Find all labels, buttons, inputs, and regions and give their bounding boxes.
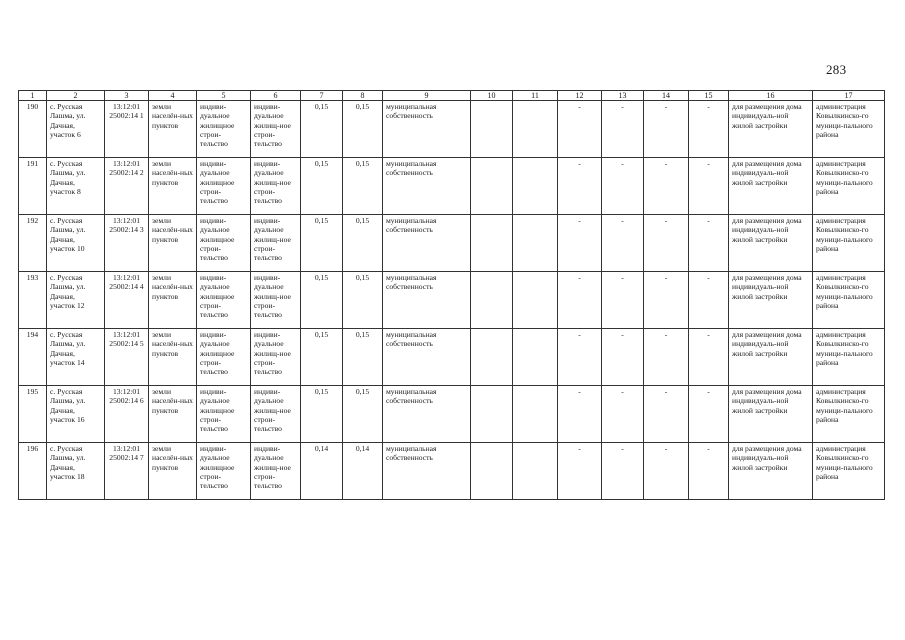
column-12-cell: - [558, 158, 602, 215]
area-total-cell: 0,15 [301, 329, 343, 386]
cadastral-number-cell: 13:12:01 25002:14 6 [105, 386, 149, 443]
ownership-cell: муниципальная собственность [383, 272, 471, 329]
column-13-cell: - [602, 386, 644, 443]
row-number: 193 [19, 272, 47, 329]
ownership-cell: муниципальная собственность [383, 215, 471, 272]
row-number: 196 [19, 443, 47, 500]
purpose-cell: для размещения дома индивидуаль-ной жилой застройки [729, 443, 813, 500]
land-category-cell: земли населён-ных пунктов [149, 272, 197, 329]
column-header: 9 [383, 91, 471, 101]
table-row [19, 272, 885, 329]
column-13-cell: - [602, 443, 644, 500]
column-14-cell: - [644, 443, 689, 500]
ownership-cell: муниципальная собственность [383, 443, 471, 500]
actual-use-cell: индиви-дуальное жилищ-ное строи-тельство [251, 101, 301, 158]
column-15-cell: - [689, 329, 729, 386]
area-used-cell: 0,15 [343, 101, 383, 158]
cadastral-number-cell: 13:12:01 25002:14 2 [105, 158, 149, 215]
ownership-cell: муниципальная собственность [383, 158, 471, 215]
column-14-cell: - [644, 272, 689, 329]
column-10-cell [471, 443, 513, 500]
land-category-cell: земли населён-ных пунктов [149, 101, 197, 158]
column-14-cell: - [644, 386, 689, 443]
area-total-cell: 0,15 [301, 215, 343, 272]
column-15-cell: - [689, 386, 729, 443]
cadastral-number-cell: 13:12:01 25002:14 4 [105, 272, 149, 329]
rights-holder-cell: администрация Ковылкинско-го муници-пального района [813, 329, 885, 386]
row-number: 190 [19, 101, 47, 158]
table-row [19, 443, 885, 500]
column-15-cell: - [689, 272, 729, 329]
area-total-cell: 0,15 [301, 272, 343, 329]
column-number-row [19, 91, 885, 101]
actual-use-cell: индиви-дуальное жилищ-ное строи-тельство [251, 386, 301, 443]
permitted-use-cell: индиви-дуальное жилищное строи-тельство [197, 329, 251, 386]
column-12-cell: - [558, 443, 602, 500]
column-14-cell: - [644, 215, 689, 272]
column-10-cell [471, 101, 513, 158]
cadastral-number-cell: 13:12:01 25002:14 3 [105, 215, 149, 272]
land-category-cell: земли населён-ных пунктов [149, 215, 197, 272]
area-used-cell: 0,15 [343, 386, 383, 443]
column-header: 2 [47, 91, 105, 101]
row-number: 195 [19, 386, 47, 443]
permitted-use-cell: индиви-дуальное жилищное строи-тельство [197, 215, 251, 272]
actual-use-cell: индиви-дуальное жилищ-ное строи-тельство [251, 443, 301, 500]
column-11-cell [513, 329, 558, 386]
column-12-cell: - [558, 272, 602, 329]
table-row [19, 386, 885, 443]
column-header: 11 [513, 91, 558, 101]
column-15-cell: - [689, 215, 729, 272]
area-total-cell: 0,14 [301, 443, 343, 500]
column-header: 5 [197, 91, 251, 101]
permitted-use-cell: индиви-дуальное жилищное строи-тельство [197, 158, 251, 215]
permitted-use-cell: индиви-дуальное жилищное строи-тельство [197, 101, 251, 158]
column-13-cell: - [602, 329, 644, 386]
address-cell: с. Русская Лашма, ул. Дачная, участок 18 [47, 443, 105, 500]
rights-holder-cell: администрация Ковылкинско-го муници-пального района [813, 386, 885, 443]
purpose-cell: для размещения дома индивидуаль-ной жилой застройки [729, 386, 813, 443]
area-used-cell: 0,15 [343, 329, 383, 386]
column-15-cell: - [689, 158, 729, 215]
column-11-cell [513, 158, 558, 215]
column-13-cell: - [602, 272, 644, 329]
column-header: 12 [558, 91, 602, 101]
column-10-cell [471, 215, 513, 272]
column-13-cell: - [602, 101, 644, 158]
column-11-cell [513, 101, 558, 158]
area-used-cell: 0,14 [343, 443, 383, 500]
address-cell: с. Русская Лашма, ул. Дачная, участок 14 [47, 329, 105, 386]
column-header: 8 [343, 91, 383, 101]
rights-holder-cell: администрация Ковылкинско-го муници-пального района [813, 272, 885, 329]
purpose-cell: для размещения дома индивидуаль-ной жилой застройки [729, 272, 813, 329]
purpose-cell: для размещения дома индивидуаль-ной жилой застройки [729, 329, 813, 386]
column-header: 6 [251, 91, 301, 101]
column-header: 13 [602, 91, 644, 101]
column-15-cell: - [689, 443, 729, 500]
column-header: 14 [644, 91, 689, 101]
address-cell: с. Русская Лашма, ул. Дачная, участок 16 [47, 386, 105, 443]
area-total-cell: 0,15 [301, 158, 343, 215]
column-header: 7 [301, 91, 343, 101]
column-10-cell [471, 272, 513, 329]
purpose-cell: для размещения дома индивидуаль-ной жилой застройки [729, 101, 813, 158]
cadastral-number-cell: 13:12:01 25002:14 5 [105, 329, 149, 386]
column-15-cell: - [689, 101, 729, 158]
row-number: 191 [19, 158, 47, 215]
permitted-use-cell: индиви-дуальное жилищное строи-тельство [197, 272, 251, 329]
address-cell: с. Русская Лашма, ул. Дачная, участок 12 [47, 272, 105, 329]
page-number: 283 [826, 62, 847, 77]
column-11-cell [513, 215, 558, 272]
land-category-cell: земли населён-ных пунктов [149, 443, 197, 500]
rights-holder-cell: администрация Ковылкинско-го муници-пального района [813, 101, 885, 158]
column-header: 4 [149, 91, 197, 101]
column-13-cell: - [602, 215, 644, 272]
column-11-cell [513, 272, 558, 329]
row-number: 192 [19, 215, 47, 272]
column-10-cell [471, 386, 513, 443]
column-12-cell: - [558, 215, 602, 272]
rights-holder-cell: администрация Ковылкинско-го муници-пального района [813, 158, 885, 215]
area-used-cell: 0,15 [343, 272, 383, 329]
area-total-cell: 0,15 [301, 386, 343, 443]
table-row [19, 329, 885, 386]
table-row [19, 215, 885, 272]
actual-use-cell: индиви-дуальное жилищ-ное строи-тельство [251, 158, 301, 215]
rights-holder-cell: администрация Ковылкинско-го муници-пального района [813, 215, 885, 272]
column-header: 17 [813, 91, 885, 101]
land-category-cell: земли населён-ных пунктов [149, 158, 197, 215]
permitted-use-cell: индиви-дуальное жилищное строи-тельство [197, 386, 251, 443]
area-total-cell: 0,15 [301, 101, 343, 158]
column-header: 16 [729, 91, 813, 101]
ownership-cell: муниципальная собственность [383, 101, 471, 158]
actual-use-cell: индиви-дуальное жилищ-ное строи-тельство [251, 272, 301, 329]
cadastral-number-cell: 13:12:01 25002:14 7 [105, 443, 149, 500]
column-11-cell [513, 386, 558, 443]
purpose-cell: для размещения дома индивидуаль-ной жилой застройки [729, 215, 813, 272]
permitted-use-cell: индиви-дуальное жилищное строи-тельство [197, 443, 251, 500]
column-12-cell: - [558, 101, 602, 158]
column-14-cell: - [644, 101, 689, 158]
actual-use-cell: индиви-дуальное жилищ-ное строи-тельство [251, 329, 301, 386]
column-header: 1 [19, 91, 47, 101]
column-header: 3 [105, 91, 149, 101]
land-category-cell: земли населён-ных пунктов [149, 386, 197, 443]
column-12-cell: - [558, 386, 602, 443]
table-body [19, 101, 885, 500]
column-10-cell [471, 158, 513, 215]
column-14-cell: - [644, 158, 689, 215]
address-cell: с. Русская Лашма, ул. Дачная, участок 10 [47, 215, 105, 272]
area-used-cell: 0,15 [343, 158, 383, 215]
row-number: 194 [19, 329, 47, 386]
table-row [19, 101, 885, 158]
ownership-cell: муниципальная собственность [383, 386, 471, 443]
land-registry-table [18, 90, 885, 500]
cadastral-number-cell: 13:12:01 25002:14 1 [105, 101, 149, 158]
column-12-cell: - [558, 329, 602, 386]
area-used-cell: 0,15 [343, 215, 383, 272]
column-11-cell [513, 443, 558, 500]
address-cell: с. Русская Лашма, ул. Дачная, участок 8 [47, 158, 105, 215]
actual-use-cell: индиви-дуальное жилищ-ное строи-тельство [251, 215, 301, 272]
column-header: 15 [689, 91, 729, 101]
land-category-cell: земли населён-ных пунктов [149, 329, 197, 386]
ownership-cell: муниципальная собственность [383, 329, 471, 386]
column-header: 10 [471, 91, 513, 101]
rights-holder-cell: администрация Ковылкинско-го муници-пального района [813, 443, 885, 500]
column-13-cell: - [602, 158, 644, 215]
column-14-cell: - [644, 329, 689, 386]
address-cell: с. Русская Лашма, ул. Дачная, участок 6 [47, 101, 105, 158]
column-10-cell [471, 329, 513, 386]
purpose-cell: для размещения дома индивидуаль-ной жилой застройки [729, 158, 813, 215]
table-row [19, 158, 885, 215]
